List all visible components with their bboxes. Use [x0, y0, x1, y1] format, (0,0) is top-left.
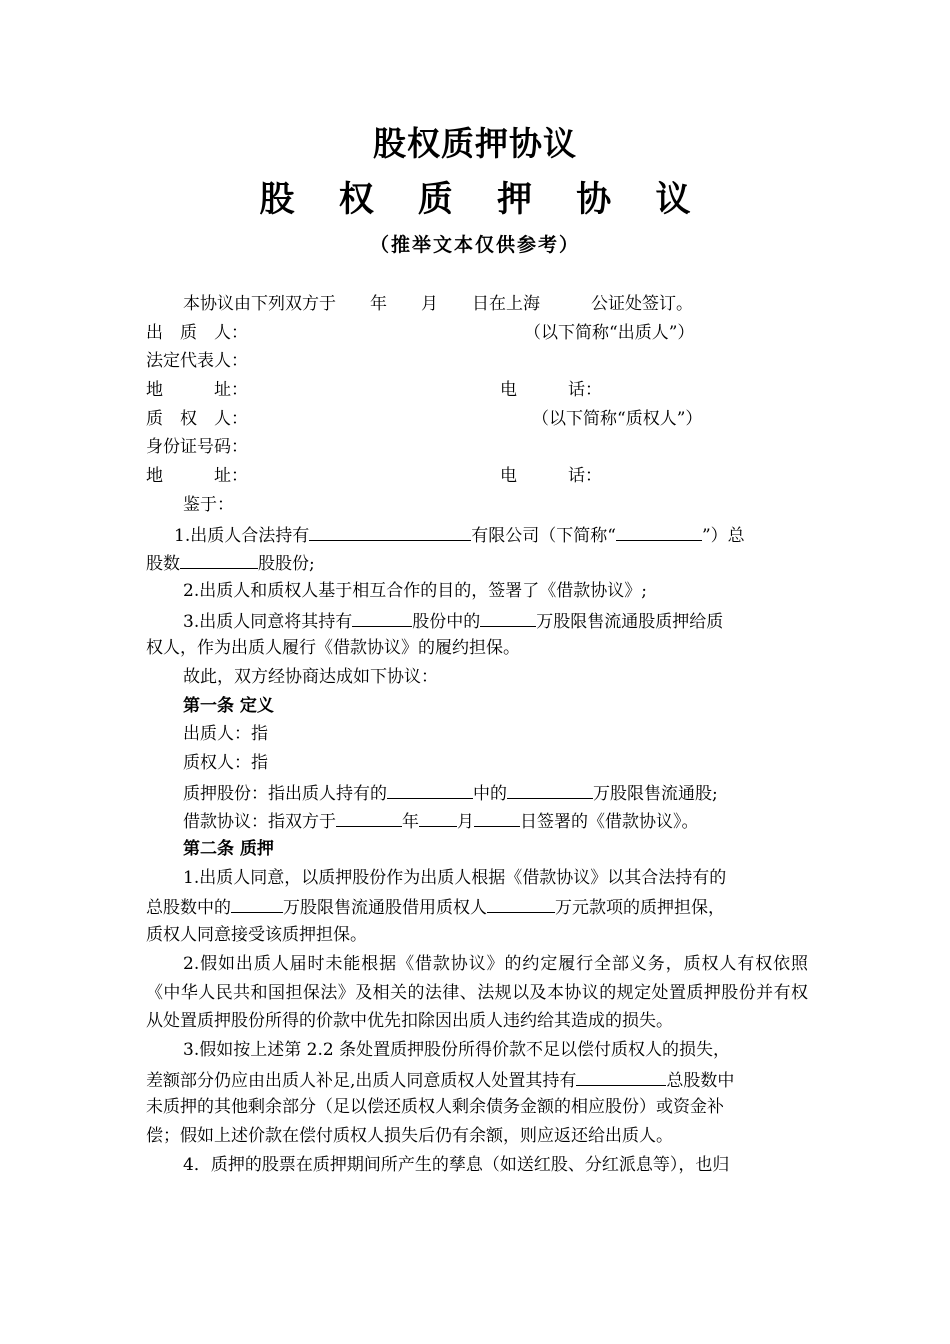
month-blank [419, 806, 457, 827]
loan-text-d: 日签署的《借款协议》。 [520, 812, 699, 833]
clause-3-line-4: 偿；假如上述价款在偿付质权人损失后仍有余额，则应返还给出质人。 [146, 1125, 673, 1146]
company-blank-2 [387, 778, 473, 799]
clause-2: 2.假如出质人届时未能根据《借款协议》的约定履行全部义务，质权人有权依照《中华人民共和国担保法》及相关的法律、法规以及本协议的规定处置质押股份并有权从处置质押股份所得的价款中优先扣除因出质人违约给其造成的损失。 [146, 953, 808, 1032]
document-title: 股权质押协议 [373, 124, 577, 163]
pledgee-row [146, 405, 808, 434]
address-label-2: 地 址： [146, 466, 248, 487]
clause-3-line-3: 未质押的其他剩余部分（足以偿还质权人剩余债务金额的相应股份）或资金补 [146, 1097, 724, 1118]
total-shares-blank [180, 548, 258, 569]
article-2-heading: 第二条 质押 [183, 839, 274, 860]
short-name-blank [616, 520, 702, 541]
definition-pledgee: 质权人：指 [183, 753, 268, 773]
address-label: 地 址： [146, 380, 248, 401]
pledgee-label: 质 权 人： [146, 408, 248, 429]
clause-3-line-2 [146, 1065, 808, 1094]
definition-pledged-shares [146, 778, 808, 807]
whereas-label: 鉴于： [183, 494, 234, 515]
clause-3-text-b: 差额部分仍应由出质人补足,出质人同意质权人处置其持有 [146, 1070, 577, 1091]
loan-text-b: 年 [402, 812, 419, 833]
loan-text-a: 借款协议：指双方于 [183, 812, 336, 833]
year-blank [336, 806, 402, 827]
held-shares-blank [352, 606, 412, 627]
address-row [146, 376, 808, 405]
shares-text-a: 质押股份：指出质人持有的 [183, 783, 387, 804]
recital-1-text-d: 股数 [146, 554, 180, 575]
recital-1-line-2 [146, 548, 808, 577]
loan-text-c: 月 [457, 812, 474, 833]
recital-1-text-c: ”）总 [701, 525, 745, 546]
pledgor-row [146, 319, 808, 348]
clause-1-text-c: 万股限售流通股借用质权人 [283, 898, 487, 919]
phone-label: 电 话： [500, 380, 602, 401]
legal-rep-label: 法定代表人： [146, 351, 248, 372]
definition-pledgor: 出质人：指 [183, 724, 268, 745]
clause-4-line-1: 4．质押的股票在质押期间所产生的孳息（如送红股、分红派息等），也归 [183, 1154, 730, 1175]
recital-1-text-a: 1.出质人合法持有 [174, 525, 310, 546]
recital-1-text-e: 股股份; [258, 554, 315, 575]
recital-2: 2.出质人和质权人基于相互合作的目的，签署了《借款协议》; [183, 580, 647, 601]
day-blank [474, 806, 520, 827]
company-blank [309, 520, 471, 541]
recital-1-text-b: 有限公司（下简称“ [471, 525, 616, 546]
clause-1-amount-blank [487, 892, 555, 913]
recital-1-line-1 [146, 520, 808, 549]
signing-line: 本协议由下列双方于 年 月 日在上海 公证处签订。 [183, 294, 693, 314]
address-row-2 [146, 462, 808, 491]
clause-1-line-2 [146, 892, 808, 921]
article-1-heading: 第一条 定义 [183, 695, 274, 716]
definition-loan-agreement [146, 806, 808, 835]
pledgee-short-name: （以下简称“质权人”） [532, 408, 703, 429]
therefore-clause: 故此，双方经协商达成如下协议： [183, 666, 438, 687]
recital-3-text-a: 3.出质人同意将其持有 [183, 611, 353, 632]
pledged-shares-blank [480, 606, 536, 627]
agreement-body [146, 290, 808, 1179]
clause-1-text-d: 万元款项的质押担保， [555, 898, 725, 919]
reference-note: （推举文本仅供参考） [369, 234, 580, 256]
pledgor-label: 出 质 人： [146, 322, 248, 343]
clause-1-shares-blank [231, 892, 283, 913]
clause-3-line-1: 3.假如按上述第 2.2 条处置质押股份所得价款不足以偿付质权人的损失， [183, 1039, 731, 1060]
phone-label-2: 电 话： [500, 466, 602, 487]
clause-1-line-1: 1.出质人同意，以质押股份作为出质人根据《借款协议》以其合法持有的 [183, 867, 727, 888]
shares-count-blank [507, 778, 593, 799]
recital-3-line-2: 权人，作为出质人履行《借款协议》的履约担保。 [146, 638, 520, 659]
id-number-label: 身份证号码： [146, 437, 248, 458]
clause-3-text-c: 总股数中 [666, 1070, 735, 1091]
shares-text-b: 中的 [473, 783, 507, 804]
clause-1-line-3: 质权人同意接受该质押担保。 [146, 925, 367, 946]
recital-3-text-c: 万股限售流通股质押给质 [536, 611, 724, 632]
pledgor-short-name: （以下简称“出质人”） [524, 322, 695, 343]
clause-1-text-b: 总股数中的 [146, 898, 231, 919]
document-title-spaced: 股 权 质 押 协 议 [259, 180, 707, 220]
recital-3-text-b: 股份中的 [412, 611, 481, 632]
clause-3-company-blank [576, 1065, 666, 1086]
shares-text-c: 万股限售流通股; [593, 783, 718, 804]
recital-3-line-1 [146, 606, 808, 635]
